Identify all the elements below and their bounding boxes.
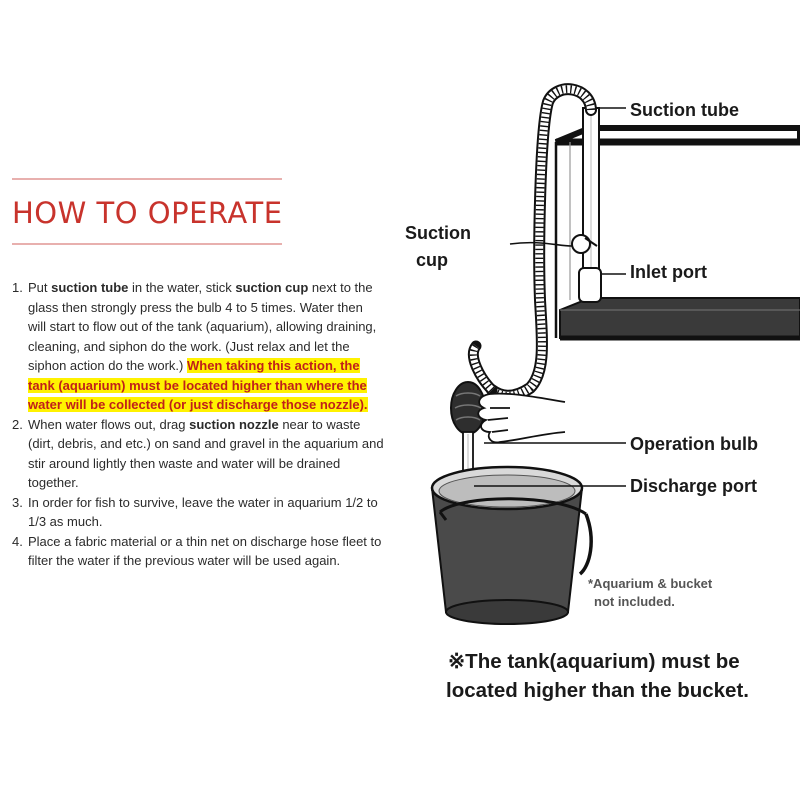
step-text: near to waste (dirt, debris, and etc.) on sand and gravel in the aquarium and stir around lightly then waste and water will be drained together. (28, 416, 384, 490)
note-line1: *Aquarium & bucket (588, 576, 713, 591)
heading-top-rule (12, 178, 282, 180)
note-line2: not included. (594, 594, 675, 609)
label-inlet-port: Inlet port (630, 262, 707, 282)
warning-line1: ※The tank(aquarium) must be (448, 650, 740, 673)
instruction-step (12, 493, 384, 532)
label-discharge-port: Discharge port (630, 476, 758, 496)
instruction-step (12, 532, 384, 571)
step-text: In order for fish to survive, leave the water in aquarium 1/2 to 1/3 as much. (28, 494, 378, 529)
label-suction-tube: Suction tube (630, 100, 739, 120)
instruction-step (12, 415, 384, 493)
step-number: 2. (12, 416, 23, 432)
step-number: 3. (12, 494, 23, 510)
label-suction-cup-line2: cup (416, 250, 449, 270)
hand (478, 394, 565, 443)
label-suction-cup-line1: Suction (405, 223, 471, 243)
suction-tube (579, 108, 601, 302)
label-operation-bulb: Operation bulb (630, 434, 758, 454)
bold-term: suction nozzle (189, 416, 279, 432)
bucket (432, 467, 591, 624)
step-text: in the water, stick (128, 280, 236, 295)
operation-bulb (451, 382, 485, 434)
highlighted-warning-text: When taking this action, the tank (aquarium) must be located higher than where the water will be collected (or just discharge those nozzle). (28, 358, 368, 412)
instruction-list (12, 278, 384, 571)
page-title: HOW TO OPERATE (12, 196, 283, 230)
warning-line2: located higher than the bucket. (446, 679, 749, 702)
bold-term: suction tube (51, 280, 129, 295)
instruction-step (12, 278, 384, 415)
bold-term: suction cup (235, 280, 309, 295)
step-number: 1. (12, 280, 23, 295)
siphon-diagram (400, 80, 800, 640)
step-number: 4. (12, 533, 23, 549)
step-text: When water flows out, drag (28, 416, 190, 432)
step-text: Place a fabric material or a thin net on discharge hose fleet to filter the water if the previous water will be used again. (28, 533, 382, 568)
step-text: Put (28, 280, 52, 295)
step-text: next to the glass then strongly press the bulb 4 to 5 times. Water then will start to flow out of the tank (aquarium), allowing draining, cleaning, and siphon do the work. (Just relax and let the siphon action do the work.) (28, 280, 377, 373)
heading-bottom-rule (12, 243, 282, 245)
